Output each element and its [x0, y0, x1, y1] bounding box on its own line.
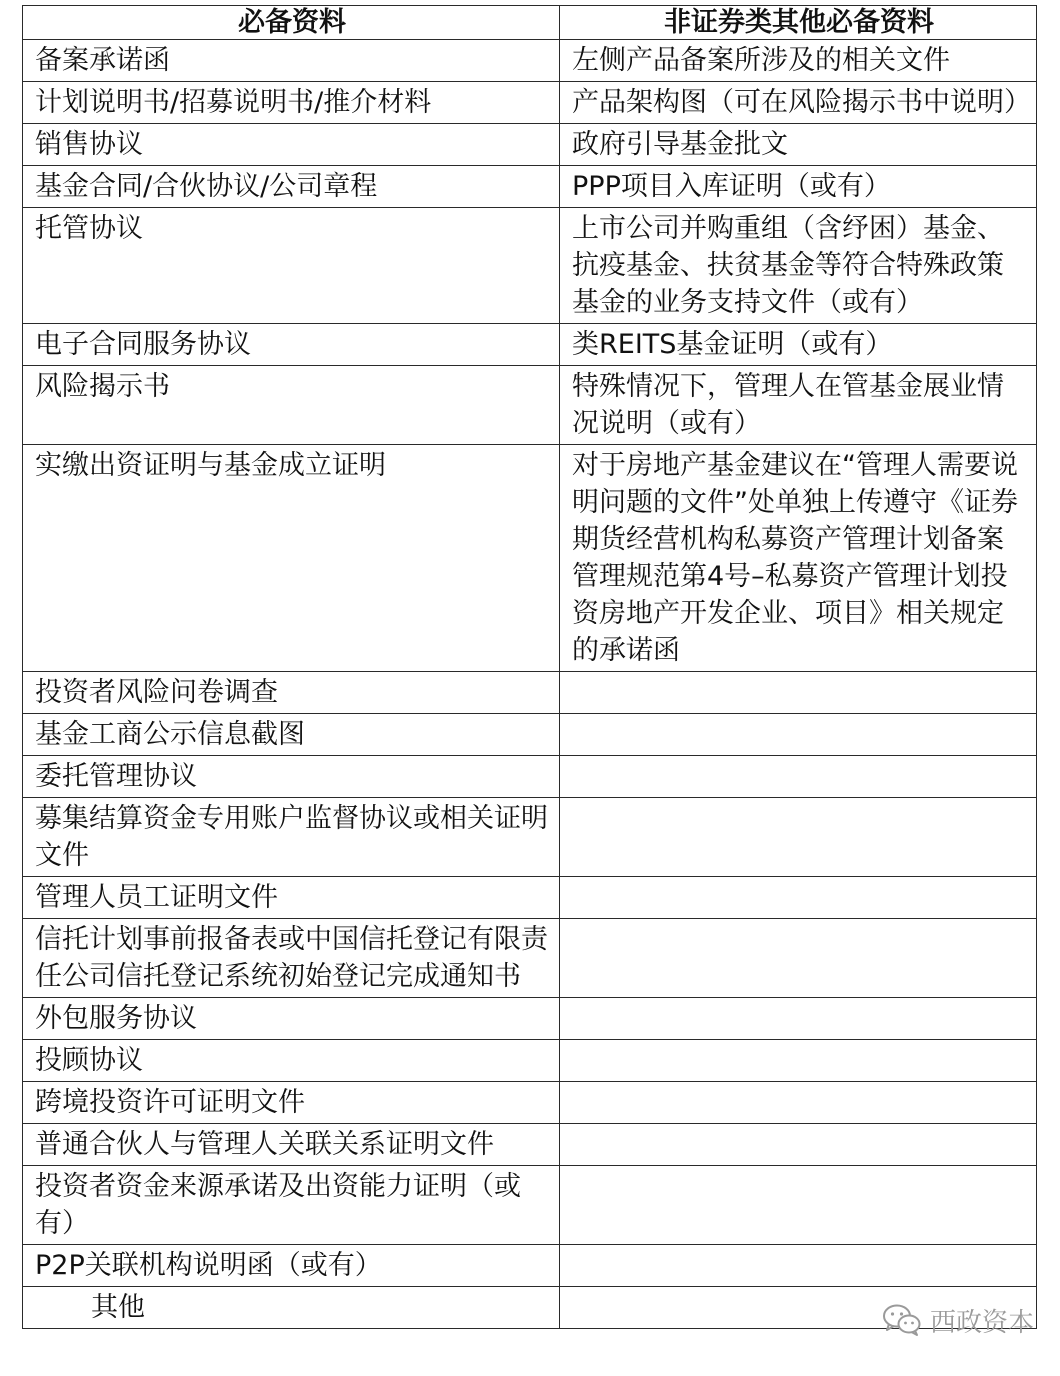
table-cell-other	[560, 998, 1037, 1040]
table-cell-other: 政府引导基金批文	[560, 124, 1037, 166]
table-cell-required: 委托管理协议	[23, 756, 560, 798]
table-cell-required: 投资者风险问卷调查	[23, 672, 560, 714]
wechat-icon	[882, 1303, 922, 1337]
table-row	[23, 1040, 1037, 1082]
table-cell-required: 实缴出资证明与基金成立证明	[23, 445, 560, 672]
table-cell-required: 其他	[23, 1287, 560, 1329]
table-cell-other	[560, 1040, 1037, 1082]
watermark-text: 西政资本	[929, 1307, 1034, 1338]
table-cell-required: 普通合伙人与管理人关联关系证明文件	[23, 1124, 560, 1166]
table-cell-other	[560, 919, 1037, 998]
table-row	[23, 1245, 1037, 1287]
table-cell-required: 基金合同/合伙协议/公司章程	[23, 166, 560, 208]
table-cell-other: 左侧产品备案所涉及的相关文件	[560, 40, 1037, 82]
table-cell-other: 特殊情况下，管理人在管基金展业情况说明（或有）	[560, 366, 1037, 445]
materials-table	[22, 5, 1037, 1329]
table-cell-required: 管理人员工证明文件	[23, 877, 560, 919]
table-cell-other	[560, 714, 1037, 756]
table-cell-other	[560, 1245, 1037, 1287]
table-cell-required: 信托计划事前报备表或中国信托登记有限责任公司信托登记系统初始登记完成通知书	[23, 919, 560, 998]
table-cell-other	[560, 1166, 1037, 1245]
table-cell-other	[560, 756, 1037, 798]
table-row	[23, 324, 1037, 366]
table-cell-other: 上市公司并购重组（含纾困）基金、抗疫基金、扶贫基金等符合特殊政策基金的业务支持文件（或有）	[560, 208, 1037, 324]
table-cell-other	[560, 1124, 1037, 1166]
table-row	[23, 1124, 1037, 1166]
table-row	[23, 877, 1037, 919]
table-cell-other: 产品架构图（可在风险揭示书中说明）	[560, 82, 1037, 124]
table-cell-required: 计划说明书/招募说明书/推介材料	[23, 82, 560, 124]
table-cell-required: 电子合同服务协议	[23, 324, 560, 366]
table-row	[23, 756, 1037, 798]
table-row	[23, 1082, 1037, 1124]
table-row	[23, 166, 1037, 208]
table-row	[23, 919, 1037, 998]
table-cell-required: 外包服务协议	[23, 998, 560, 1040]
table-row	[23, 366, 1037, 445]
table-cell-other: PPP项目入库证明（或有）	[560, 166, 1037, 208]
table-row	[23, 445, 1037, 672]
table-row	[23, 40, 1037, 82]
table-cell-other	[560, 877, 1037, 919]
table-row	[23, 798, 1037, 877]
table-row	[23, 714, 1037, 756]
table-cell-other: 对于房地产基金建议在“管理人需要说明问题的文件”处单独上传遵守《证券期货经营机构私募资产管理计划备案管理规范第4号–私募资产管理计划投资房地产开发企业、项目》相关规定的承诺函	[560, 445, 1037, 672]
table-row	[23, 1166, 1037, 1245]
table-cell-required: 基金工商公示信息截图	[23, 714, 560, 756]
table-cell-other: 类REITS基金证明（或有）	[560, 324, 1037, 366]
table-cell-required: 销售协议	[23, 124, 560, 166]
table-cell-required: P2P关联机构说明函（或有）	[23, 1245, 560, 1287]
table-row	[23, 998, 1037, 1040]
header-non-securities-materials: 非证券类其他必备资料	[560, 6, 1037, 40]
table-cell-required: 备案承诺函	[23, 40, 560, 82]
table-cell-other	[560, 1082, 1037, 1124]
table-cell-other	[560, 672, 1037, 714]
table-cell-required: 募集结算资金专用账户监督协议或相关证明文件	[23, 798, 560, 877]
table-row	[23, 208, 1037, 324]
table-row	[23, 82, 1037, 124]
table-cell-required: 投顾协议	[23, 1040, 560, 1082]
table-row	[23, 672, 1037, 714]
watermark	[882, 1300, 1034, 1340]
table-row	[23, 124, 1037, 166]
table-cell-required: 风险揭示书	[23, 366, 560, 445]
table-cell-other	[560, 798, 1037, 877]
table-cell-required: 投资者资金来源承诺及出资能力证明（或有）	[23, 1166, 560, 1245]
table-header-row	[23, 6, 1037, 40]
table-cell-required: 托管协议	[23, 208, 560, 324]
table-cell-required: 跨境投资许可证明文件	[23, 1082, 560, 1124]
header-required-materials: 必备资料	[23, 6, 560, 40]
